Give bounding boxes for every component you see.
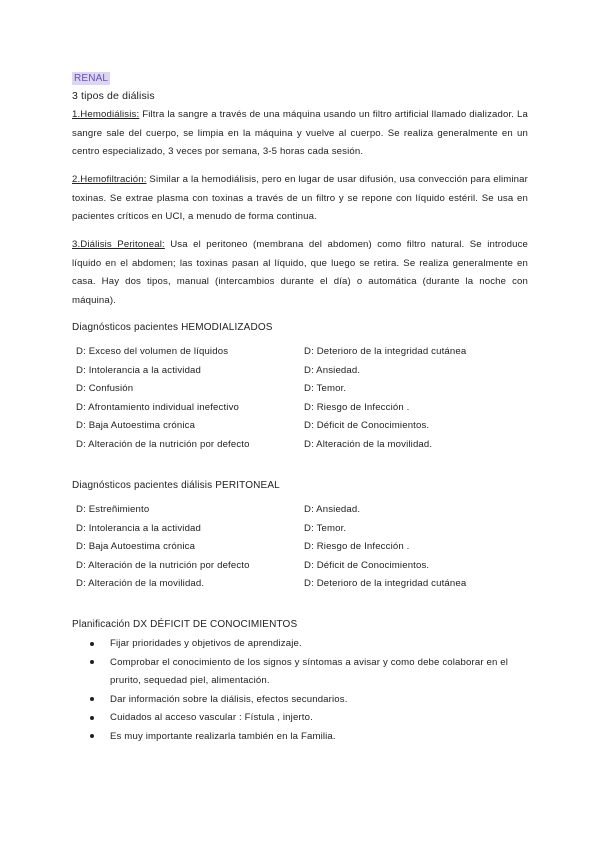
- table-row: [76, 575, 536, 594]
- subtitle: 3 tipos de diálisis: [72, 90, 155, 102]
- table-row: [76, 362, 536, 381]
- diagnosis-item: D: Intolerancia a la actividad: [76, 364, 202, 376]
- text-peritoneal: Usa el peritoneo (membrana del abdomen) como filtro natural. Se introduce líquido en el abdomen; las toxinas pasan al líquido, que luego se retira. Se realiza generalmente en casa. Hay dos tipos, manual (intercambios durante el día) o automática (durante la noche con máquina).: [72, 239, 529, 306]
- bullet-icon: [90, 716, 94, 720]
- diagnosis-item: D: Afrontamiento individual inefectivo: [76, 401, 240, 413]
- heading-hemodializados: Diagnósticos pacientes HEMODIALIZADOS: [72, 322, 273, 333]
- diagnosis-item: D: Déficit de Conocimientos.: [304, 420, 430, 431]
- diagnosis-item: D: Intolerancia a la actividad: [76, 522, 202, 534]
- diagnosis-item: D: Ansiedad.: [304, 364, 361, 376]
- label-peritoneal: 3.Diálisis Peritoneal:: [72, 239, 165, 250]
- table-row: [76, 436, 536, 455]
- list-item-text: Es muy importante realizarla también en la Familia.: [110, 730, 336, 742]
- diagnosis-item: D: Estreñimiento: [76, 504, 150, 515]
- list-item: [90, 691, 530, 710]
- text-hemofiltracion: Similar a la hemodiálisis, pero en lugar de usar difusión, usa convección para eliminar toxinas. Se extrae plasma con toxinas a través de un filtro y se repone con líquido estéril. Se usa en pacientes críticos en UCI, a menudo de forma continua.: [72, 174, 528, 222]
- diagnosis-item: D: Exceso del volumen de líquidos: [76, 346, 229, 357]
- diagnosis-item: D: Deterioro de la integridad cutánea: [304, 578, 467, 589]
- diagnosis-item: D: Déficit de Conocimientos.: [304, 559, 430, 571]
- table-row: [76, 538, 536, 557]
- heading-planificacion: Planificación DX DÉFICIT DE CONOCIMIENTOS: [72, 619, 298, 630]
- paragraph-peritoneal: [72, 236, 528, 310]
- diagnosis-item: D: Deterioro de la integridad cutánea: [304, 346, 467, 357]
- diagnosis-item: D: Baja Autoestima crónica: [76, 420, 196, 431]
- diagnosis-item: D: Alteración de la nutrición por defecto: [76, 559, 250, 571]
- list-item: [90, 635, 530, 654]
- diagnosis-item: D: Ansiedad.: [304, 504, 361, 515]
- list-item: [90, 728, 530, 747]
- label-hemofiltracion: 2.Hemofiltración:: [72, 174, 147, 185]
- diagnosis-table-hemodializados: [76, 343, 536, 454]
- diagnosis-item: D: Confusión: [76, 383, 134, 394]
- table-row: [76, 399, 536, 418]
- bullet-icon: [90, 734, 94, 738]
- diagnosis-item: D: Alteración de la nutrición por defecto: [76, 438, 250, 450]
- label-hemodialisis: 1.Hemodiálisis:: [72, 109, 140, 120]
- list-item: [90, 709, 530, 728]
- paragraph-hemodialisis: [72, 106, 528, 162]
- table-row: [76, 520, 536, 539]
- list-item-text: Cuidados al acceso vascular : Fístula , injerto.: [110, 712, 313, 723]
- table-row: [76, 501, 536, 520]
- diagnosis-item: D: Alteración de la movilidad.: [76, 578, 205, 589]
- heading-peritoneal: Diagnósticos pacientes diálisis PERITONEAL: [72, 480, 280, 491]
- list-item-text: Dar información sobre la diálisis, efectos secundarios.: [110, 693, 348, 705]
- bullet-icon: [90, 697, 94, 701]
- diagnosis-item: D: Baja Autoestima crónica: [76, 541, 196, 552]
- table-row: [76, 343, 536, 362]
- paragraph-hemofiltracion: [72, 171, 528, 227]
- bullet-icon: [90, 660, 94, 664]
- list-item-text: Comprobar el conocimiento de los signos y síntomas a avisar y como debe colaborar en el prurito, sequedad piel, alimentación.: [110, 656, 509, 686]
- diagnosis-item: D: Riesgo de Infección .: [304, 401, 410, 413]
- diagnosis-table-peritoneal: [76, 501, 536, 594]
- table-row: [76, 380, 536, 399]
- document-title: RENAL: [74, 73, 109, 84]
- list-item: [90, 654, 530, 691]
- diagnosis-item: D: Temor.: [304, 383, 347, 394]
- bullet-icon: [90, 642, 94, 646]
- diagnosis-item: D: Alteración de la movilidad.: [304, 438, 433, 450]
- table-row: [76, 557, 536, 576]
- text-hemodialisis: Filtra la sangre a través de una máquina usando un filtro artificial llamado dializador. La sangre sale del cuerpo, se limpia en la máquina y vuelve al cuerpo. Se realiza generalmente en un centro especializado, 3 veces por semana, 3-5 horas cada sesión.: [72, 109, 528, 157]
- diagnosis-item: D: Riesgo de Infección .: [304, 541, 410, 552]
- planificacion-list: [90, 635, 530, 746]
- list-item-text: Fijar prioridades y objetivos de aprendizaje.: [110, 638, 302, 649]
- diagnosis-item: D: Temor.: [304, 522, 347, 534]
- table-row: [76, 417, 536, 436]
